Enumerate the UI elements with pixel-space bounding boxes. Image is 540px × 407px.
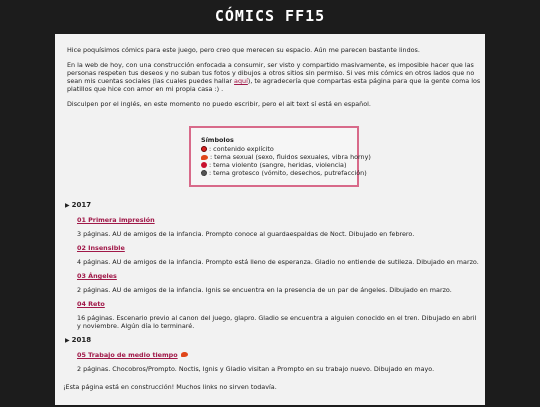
comic-description: 2 páginas. Chocobros/Prompto. Noctis, Ignis y Gladio visitan a Prompto en su trabajo nuevo. Dibujado en mayo.	[77, 365, 435, 373]
chili-icon	[201, 155, 208, 160]
comic-description: 4 páginas. AU de amigos de la infancia. Prompto está lleno de esperanza. Gladio no entiende de sutileza. Dibujado en marzo.	[77, 258, 479, 266]
legend-title: Símbolos	[201, 136, 234, 144]
legend-row-sexual	[201, 153, 371, 161]
legend-row-explicit	[201, 145, 347, 153]
symbols-legend	[189, 126, 371, 187]
comic-link[interactable]: 03 Ángeles	[77, 272, 117, 280]
comic-entry	[77, 244, 481, 266]
legend-label: : tema violento (sangre, heridas, violencia)	[209, 161, 347, 169]
triangle-right-icon: ▶	[65, 337, 70, 344]
comic-description: 16 páginas. Escenario previo al canon del juego, glapro. Gladio se encuentra a alguien conocido en el tren. Dibujado en abril y noviembre. Algún día lo terminaré.	[77, 314, 477, 330]
site-title: CÓMICS FF15	[214, 7, 326, 25]
legend-row-violent	[201, 161, 347, 169]
comic-entry	[77, 272, 481, 294]
year-toggle-2017[interactable]	[65, 201, 481, 210]
chili-icon	[181, 352, 188, 357]
legend-label: : contenido explícito	[209, 145, 274, 153]
grotesque-icon	[201, 170, 207, 176]
intro-paragraph-1: Hice poquísimos cómics para este juego, pero creo que merecen su espacio. Aún me parecen bastante lindos.	[67, 46, 420, 54]
legend-row-grotesque	[201, 169, 367, 177]
year-toggle-2018[interactable]	[65, 336, 481, 345]
legend-label: : tema grotesco (vómito, desechos, putrefacción)	[209, 169, 367, 177]
intro-text-before-link: En la web de hoy, con una construcción enfocada a consumir, ser visto y compartido masivamente, es imposible hacer que las personas respeten tus deseos y no suban tus fotos y dibujos a otros sitios sin permiso. Si ves mis cómics en otros lados que no sean mis cuentas sociales (las cuales puedes hallar	[67, 61, 475, 85]
intro-paragraph-3: Disculpen por el inglés, en este momento no puedo escribir, pero el alt text sí está en español.	[67, 100, 371, 108]
construction-notice: ¡Esta página está en construcción! Muchos links no sirven todavía.	[63, 383, 277, 391]
legend-label: : tema sexual (sexo, fluidos sexuales, vibra horny)	[210, 153, 371, 161]
blood-icon	[201, 162, 207, 168]
social-accounts-link[interactable]: aquí	[234, 77, 248, 85]
comic-description: 3 páginas. AU de amigos de la infancia. Prompto conoce al guardaespaldas de Noct. Dibujado en febrero.	[77, 230, 415, 238]
comic-entry	[77, 351, 481, 373]
comic-link[interactable]: 04 Reto	[77, 300, 105, 308]
explicit-icon	[201, 146, 207, 152]
intro-paragraph-2	[67, 61, 481, 93]
intro-text-after-link: ), te agradecería que compartas esta página para que la gente coma los platillos que hice con amor en mi propia casa :) .	[67, 77, 481, 93]
comic-entry	[77, 216, 481, 238]
comic-link[interactable]: 01 Primera impresión	[77, 216, 155, 224]
comic-entry	[77, 300, 481, 330]
triangle-right-icon: ▶	[65, 202, 70, 209]
content-panel	[55, 34, 485, 405]
year-label: 2017	[71, 201, 92, 209]
intro	[67, 46, 481, 108]
comic-link[interactable]: 02 Insensible	[77, 244, 125, 252]
year-label: 2018	[71, 336, 92, 344]
comic-description: 2 páginas. AU de amigos de la infancia. Ignis se encuentra en la presencia de un par de ángeles. Dibujado en marzo.	[77, 286, 452, 294]
comic-link[interactable]: 05 Trabajo de medio tiempo	[77, 351, 178, 359]
